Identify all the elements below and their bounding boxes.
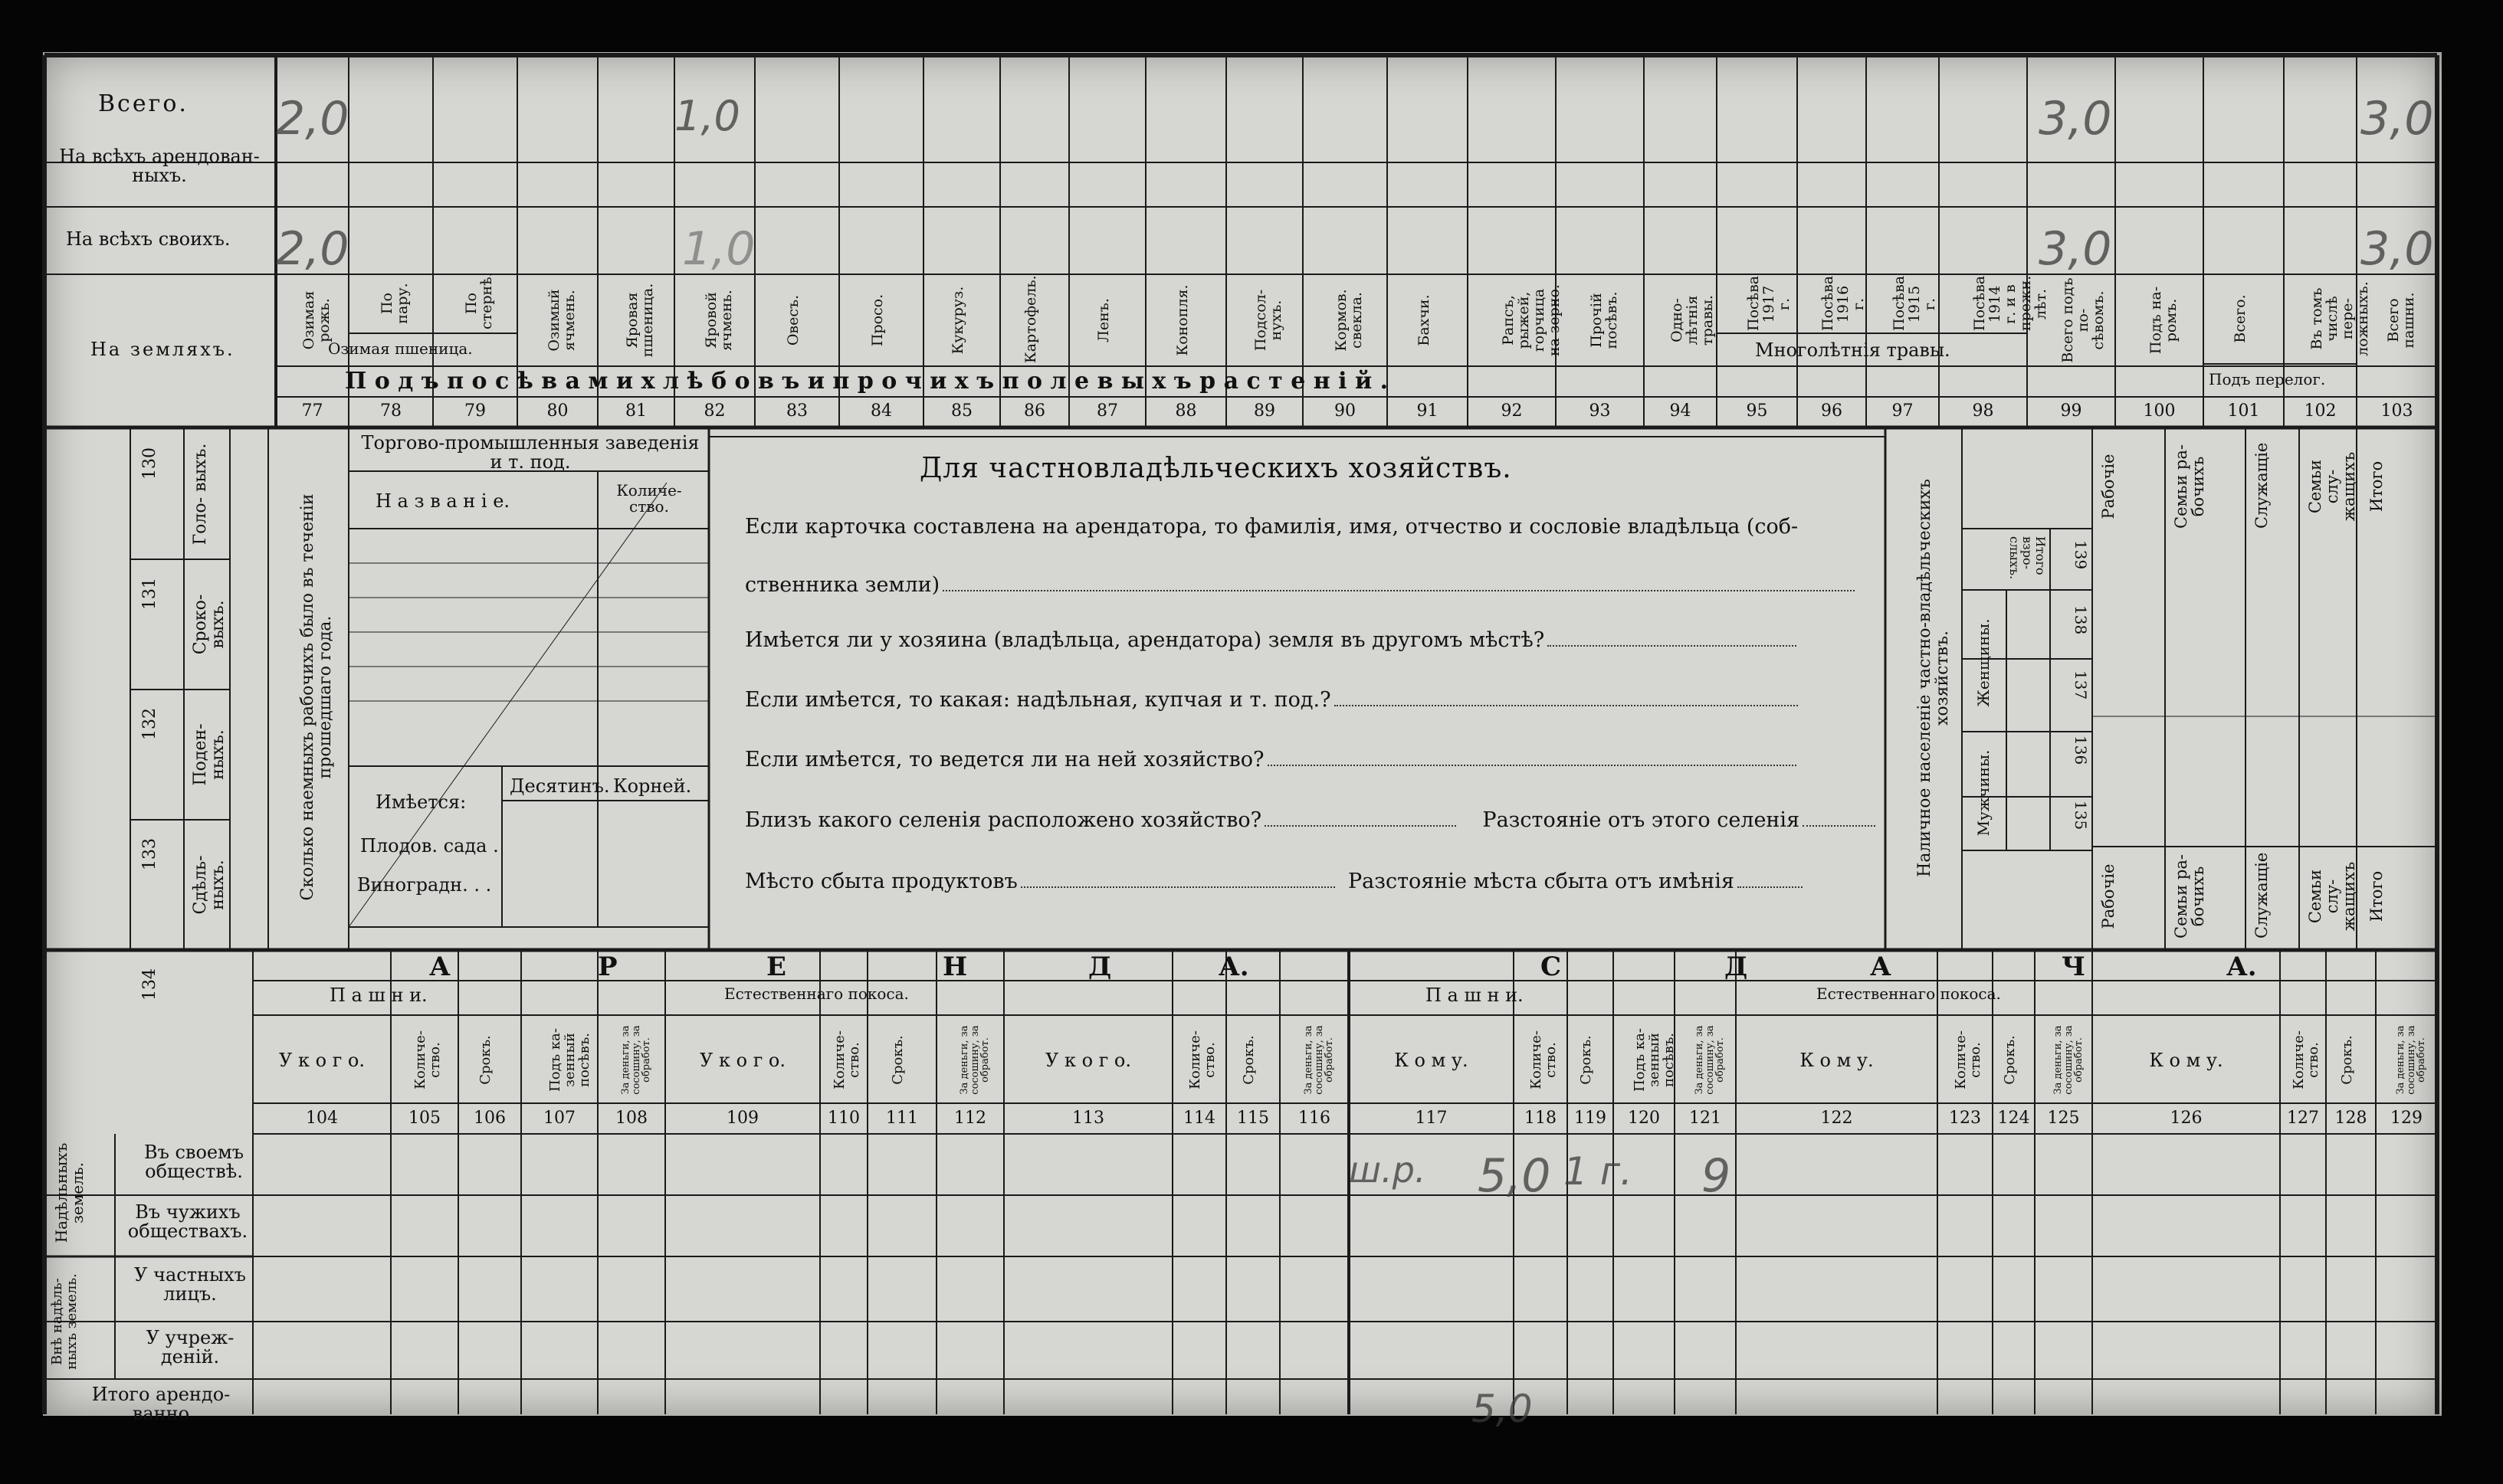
- arenda-pokos: Естественнаго покоса.: [724, 984, 909, 1003]
- hw-vsego-103: 3,0: [2360, 92, 2434, 146]
- top-colnum-98: 98: [1972, 401, 1994, 421]
- bottom-colnum-109: 109: [727, 1109, 759, 1128]
- arenda-letter-1: А: [429, 952, 451, 982]
- sdacha-letter-4: Ч: [2062, 952, 2086, 982]
- sdacha-letter-2: Д: [1724, 952, 1748, 982]
- crop-header-19: Посѣва 1917 г.: [1744, 275, 1793, 331]
- rent-sub-6-kolichestvo: Количе- ство.: [2291, 1030, 2321, 1089]
- bottom-colnum-116: 116: [1298, 1109, 1330, 1128]
- top-colnum-82: 82: [704, 401, 726, 421]
- subheader-pod-perelog: Подъ перелог.: [2209, 370, 2326, 388]
- q2: Имѣется ли у хозяина (владѣльца, арендатора) земля въ другомъ мѣстѣ?: [745, 628, 1796, 652]
- crop-header-17: Прочій посѣвъ.: [1587, 291, 1620, 349]
- hw-vsego-82: 1,0: [674, 92, 740, 140]
- bottom-colnum-121: 121: [1689, 1109, 1721, 1128]
- top-colnum-91: 91: [1416, 401, 1438, 421]
- row-group-vne-nadel: Внѣ надѣль- ныхъ земель.: [49, 1273, 80, 1370]
- bottom-colnum-129: 129: [2390, 1109, 2423, 1128]
- rent-who-1: У к о г о.: [279, 1050, 365, 1071]
- crop-header-14: Кормов. свекла.: [1333, 289, 1365, 352]
- trade-diagonal: [349, 483, 667, 927]
- hw-117: ш.р.: [1349, 1149, 1426, 1191]
- top-colnum-96: 96: [1821, 401, 1842, 421]
- top-colnum-94: 94: [1669, 401, 1691, 421]
- hw-120: 9: [1701, 1149, 1731, 1203]
- rent-sub-4-kolichestvo: Количе- ство.: [1528, 1030, 1559, 1089]
- bottom-colnum-104: 104: [306, 1109, 338, 1128]
- top-colnum-97: 97: [1891, 401, 1914, 421]
- trade-desyatin: Десятинъ.: [510, 775, 610, 797]
- bottom-colnum-111: 111: [886, 1109, 918, 1128]
- crop-header-22: Посѣва 1914 г. и в прежн. лѣт.: [1970, 275, 2049, 331]
- pop-right-top-4: Семьи слу- жащихъ: [2306, 451, 2359, 522]
- arenda-pashni: П а ш н и.: [330, 984, 428, 1006]
- worker-colnum-134: 134: [140, 968, 159, 1001]
- top-colnum-89: 89: [1254, 401, 1275, 421]
- rent-sub-3-srok: Срокъ.: [1241, 1035, 1257, 1085]
- private-title: Для частновладѣльческихъ хозяйствъ.: [920, 453, 1512, 484]
- pop-right-top-1: Рабочіе: [2099, 454, 2118, 519]
- rent-sub-4-pod_kazennyi: Подъ ка- зенный посѣвъ.: [1632, 1028, 1677, 1092]
- arenda-letter-2: Р: [598, 952, 618, 982]
- trade-qty-header: Количе- ство.: [616, 481, 682, 516]
- rent-sub-5-srok: Срокъ.: [2001, 1035, 2018, 1085]
- bottom-colnum-126: 126: [2170, 1109, 2203, 1128]
- rent-sub-1-srok: Срокъ.: [477, 1035, 494, 1085]
- bottom-colnum-115: 115: [1237, 1109, 1269, 1128]
- rent-sub-6-za_dengi: За деньги, за сосошину, за обработ.: [2395, 1025, 2428, 1095]
- trade-vinograd: Виноградн. . .: [357, 874, 492, 896]
- pop-right-top-2: Семьи ра- бочихъ: [2172, 444, 2208, 529]
- row-label-vsego: Всего.: [98, 90, 189, 117]
- hw-svoih-77: 2,0: [276, 222, 349, 276]
- pop-right-bot-5: Итого: [2367, 870, 2386, 922]
- crop-header-18: Одно- лѣтнія травы.: [1668, 295, 1716, 346]
- trade-kornei: Корней.: [613, 775, 692, 797]
- rent-sub-2-srok: Срокъ.: [890, 1035, 906, 1085]
- pop-right-top-5: Итого: [2367, 460, 2386, 513]
- trade-name-header: Н а з в а н і е.: [376, 490, 510, 512]
- bottom-colnum-127: 127: [2287, 1109, 2319, 1128]
- population-title: Наличное населеніе частно-владѣльческихъ хозяйствъ.: [1915, 479, 1953, 877]
- q3: Если имѣется, то какая: надѣльная, купчая и т. под.?: [745, 688, 1798, 712]
- bottom-colnum-120: 120: [1628, 1109, 1660, 1128]
- top-colnum-86: 86: [1024, 401, 1045, 421]
- worker-colnum-132: 132: [140, 708, 159, 740]
- bottom-colnum-123: 123: [1949, 1109, 1981, 1128]
- worker-label-1: Голо- выхъ.: [191, 443, 210, 545]
- top-colnum-95: 95: [1746, 401, 1768, 421]
- rent-sub-1-za_dengi: За деньги, за сосошину, за обработ.: [620, 1025, 653, 1095]
- hw-119: 1 г.: [1563, 1149, 1632, 1194]
- arenda-letter-5: Д: [1088, 952, 1112, 982]
- top-colnum-81: 81: [625, 401, 647, 421]
- bottom-colnum-122: 122: [1820, 1109, 1853, 1128]
- crop-header-25: Всего.: [2231, 294, 2249, 343]
- pop-colnum-135: 135: [2072, 801, 2090, 830]
- sdacha-pashni: П а ш н и.: [1425, 984, 1524, 1006]
- q4: Если имѣется, то ведется ли на ней хозяйство?: [745, 748, 1796, 771]
- bottom-colnum-106: 106: [474, 1109, 506, 1128]
- top-colnum-88: 88: [1175, 401, 1197, 421]
- bottom-colnum-110: 110: [828, 1109, 860, 1128]
- top-colnum-103: 103: [2380, 401, 2413, 421]
- q1-line-a: Если карточка составлена на арендатора, то фамилія, имя, отчество и сословіе владѣльца (соб-: [745, 515, 1799, 539]
- rent-sub-1-kolichestvo: Количе- ство.: [412, 1030, 443, 1089]
- pop-right-bot-4: Семьи слу- жащихъ: [2306, 861, 2359, 932]
- rent-sub-1-pod_kazennyi: Подъ ка- зенный посѣвъ.: [547, 1028, 592, 1092]
- bottom-colnum-124: 124: [1997, 1109, 2030, 1128]
- top-colnum-83: 83: [786, 401, 808, 421]
- bottom-colnum-107: 107: [543, 1109, 576, 1128]
- worker-label-4: Сдѣль- ныхъ.: [191, 855, 228, 915]
- crop-header-7: Овесъ.: [785, 294, 802, 346]
- q1-line-b: ственника земли): [745, 573, 1855, 597]
- trade-title: Торгово-промышленныя заведенія и т. под.: [361, 432, 700, 473]
- pop-colnum-139: 139: [2072, 540, 2090, 570]
- top-colnum-102: 102: [2304, 401, 2337, 421]
- top-colnum-87: 87: [1097, 401, 1118, 421]
- crop-header-10: Картофель.: [1022, 275, 1039, 363]
- crop-header-20: Посѣва 1916 г.: [1819, 275, 1867, 331]
- worker-label-2: Сроко- выхъ.: [191, 594, 228, 655]
- pop-colnum-136: 136: [2072, 735, 2090, 765]
- hw-svoih-99: 3,0: [2039, 222, 2112, 276]
- top-colnum-80: 80: [546, 401, 569, 421]
- top-colnum-78: 78: [380, 401, 402, 421]
- arenda-letter-6: А.: [1219, 952, 1249, 982]
- hw-vsego-99: 3,0: [2039, 92, 2112, 146]
- pop-right-bot-1: Рабочіе: [2099, 863, 2118, 929]
- worker-colnum-133: 133: [140, 838, 159, 870]
- top-colnum-99: 99: [2060, 401, 2082, 421]
- arenda-letter-4: Н: [943, 952, 968, 982]
- row-v-svoem: Въ своемъ обществѣ.: [143, 1142, 244, 1183]
- crop-header-23: Всего подъ по- сѣвомъ.: [2058, 277, 2107, 363]
- rent-sub-2-za_dengi: За деньги, за сосошину, за обработ.: [959, 1025, 992, 1095]
- bottom-colnum-108: 108: [615, 1109, 648, 1128]
- row-group-nadel: Надѣльныхъ земель.: [52, 1142, 87, 1243]
- crop-header-6: Яровой ячмень.: [702, 290, 735, 351]
- banner-pod-posevami: П о д ъ п о с ѣ в а м и х л ѣ б о в ъ и п р о ч и х ъ п о л е в ы х ъ р а с т е н і й .: [345, 368, 1389, 395]
- rent-who-2: У к о г о.: [700, 1050, 786, 1071]
- pop-right-bot-3: Служащіе: [2252, 852, 2271, 939]
- crop-header-1: Озимая рожь.: [300, 290, 333, 350]
- rent-sub-4-srok: Срокъ.: [1578, 1035, 1594, 1085]
- top-colnum-79: 79: [464, 401, 486, 421]
- rent-sub-5-kolichestvo: Количе- ство.: [1953, 1030, 1983, 1089]
- top-colnum-84: 84: [871, 401, 892, 421]
- hw-total-118: 5,0: [1471, 1387, 1533, 1431]
- crop-header-4: Озимый ячмень.: [545, 289, 578, 352]
- crop-header-16: Рапсъ, рыжей, горчица на зерно.: [1499, 284, 1563, 356]
- hw-svoih-82: 1,0: [682, 222, 756, 276]
- crop-header-13: Подсол- нухъ.: [1252, 289, 1284, 352]
- crop-header-15: Бахчи.: [1415, 294, 1432, 346]
- trade-plodov: Плодов. сада .: [360, 835, 499, 857]
- pop-colnum-138: 138: [2072, 605, 2090, 635]
- pop-zhenshchiny: Женщины.: [1974, 618, 1993, 707]
- crop-header-2: По пару.: [379, 283, 411, 324]
- crop-header-21: Посѣва 1915 г.: [1890, 275, 1938, 331]
- top-colnum-100: 100: [2143, 401, 2176, 421]
- rent-sub-5-za_dengi: За деньги, за сосошину, за обработ.: [2052, 1025, 2085, 1095]
- top-colnum-90: 90: [1334, 401, 1356, 421]
- bottom-colnum-114: 114: [1183, 1109, 1215, 1128]
- row-label-arend: На всѣхъ арендован- ныхъ.: [59, 146, 260, 187]
- worker-label-3: Поден- ныхъ.: [191, 723, 228, 786]
- pop-itogo-vzr: Итого взро- слыхъ.: [2007, 536, 2048, 580]
- crop-header-3: По стернѣ.: [463, 272, 495, 329]
- rent-sub-6-srok: Срокъ.: [2338, 1035, 2355, 1085]
- bottom-colnum-105: 105: [408, 1109, 441, 1128]
- row-itogo: Итого арендо- ванно: [91, 1384, 231, 1425]
- bottom-colnum-112: 112: [954, 1109, 986, 1128]
- sdacha-letter-5: А.: [2226, 952, 2257, 982]
- crop-header-24: Подъ на- ромъ.: [2147, 286, 2180, 355]
- pop-muzhchiny: Мужчины.: [1974, 749, 1993, 837]
- rent-sub-4-za_dengi: За деньги, за сосошину, за обработ.: [1694, 1025, 1727, 1095]
- hw-svoih-103: 3,0: [2360, 222, 2434, 276]
- top-colnum-85: 85: [951, 401, 973, 421]
- rent-sub-2-kolichestvo: Количе- ство.: [832, 1030, 862, 1089]
- crop-header-5: Яровая пшеница.: [624, 283, 656, 358]
- row-u-chastnyh: У частныхъ лицъ.: [134, 1264, 246, 1305]
- sdacha-pokos: Естественнаго покоса.: [1816, 984, 2001, 1003]
- row-label-na-zemlyah: На земляхъ.: [90, 339, 235, 360]
- row-u-uchr: У учреж- деній.: [146, 1327, 235, 1368]
- q6: Мѣсто сбыта продуктовъ Разстояніе мѣста сбыта отъ имѣнія: [745, 870, 1803, 893]
- hired-workers-label: Сколько наемныхъ рабочихъ было въ теченіи прошедшаго года.: [298, 493, 336, 901]
- rent-who-5: К о м у.: [1799, 1050, 1874, 1071]
- trade-imeetsya: Имѣется:: [376, 791, 467, 813]
- bottom-colnum-119: 119: [1574, 1109, 1606, 1128]
- top-colnum-101: 101: [2227, 401, 2260, 421]
- pop-right-bot-2: Семьи ра- бочихъ: [2172, 854, 2208, 939]
- crop-header-26: Въ томъ числѣ пере- ложныхъ.: [2308, 281, 2371, 356]
- bottom-colnum-117: 117: [1415, 1109, 1448, 1128]
- subheader-mnogoletnie: Многолѣтнія травы.: [1755, 339, 1950, 361]
- pop-right-top-3: Служащіе: [2252, 442, 2271, 529]
- bottom-colnum-125: 125: [2047, 1109, 2080, 1128]
- subheader-ozimaya-pshenica: Озимая пшеница.: [328, 339, 473, 358]
- top-colnum-77: 77: [301, 401, 323, 421]
- crop-header-9: Кукуруз.: [950, 286, 966, 355]
- row-v-chuzhih: Въ чужихъ обществахъ.: [127, 1201, 248, 1243]
- row-label-svoih: На всѣхъ своихъ.: [66, 228, 231, 250]
- worker-colnum-131: 131: [140, 578, 159, 610]
- sdacha-letter-3: А: [1870, 952, 1891, 982]
- crop-header-12: Конопля.: [1173, 284, 1191, 356]
- hw-vsego-77: 2,0: [276, 92, 349, 146]
- q5: Близъ какого селенія расположено хозяйство? Разстояніе отъ этого селенія: [745, 808, 1875, 832]
- rent-who-3: У к о г о.: [1045, 1050, 1131, 1071]
- sdacha-letter-1: С: [1540, 952, 1562, 982]
- bottom-colnum-113: 113: [1072, 1109, 1104, 1128]
- top-colnum-92: 92: [1501, 401, 1523, 421]
- worker-colnum-130: 130: [140, 447, 159, 480]
- top-colnum-93: 93: [1589, 401, 1611, 421]
- rent-who-6: К о м у.: [2149, 1050, 2223, 1071]
- hw-118: 5,0: [1478, 1149, 1551, 1203]
- rent-who-4: К о м у.: [1394, 1050, 1468, 1071]
- crop-header-27: Всего пашни.: [2384, 292, 2417, 349]
- pop-colnum-137: 137: [2072, 670, 2090, 700]
- crop-header-11: Ленъ.: [1095, 298, 1112, 342]
- arenda-letter-3: Е: [766, 952, 786, 982]
- bottom-colnum-118: 118: [1524, 1109, 1557, 1128]
- crop-header-8: Просо.: [869, 293, 886, 347]
- bottom-colnum-128: 128: [2334, 1109, 2367, 1128]
- rent-sub-3-za_dengi: За деньги, за сосошину, за обработ.: [1303, 1025, 1336, 1095]
- rent-sub-3-kolichestvo: Количе- ство.: [1187, 1030, 1218, 1089]
